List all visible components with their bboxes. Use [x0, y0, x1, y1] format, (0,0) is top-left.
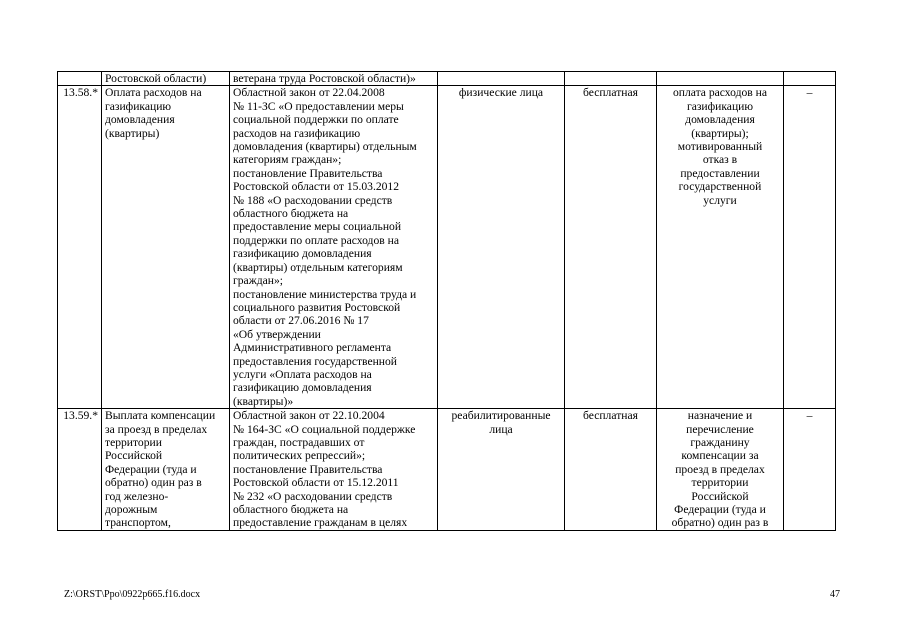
- text-line: Административного регламента: [233, 341, 392, 355]
- text-line: компенсации за: [681, 449, 759, 463]
- text-line: Ростовской области от 15.12.2011: [233, 476, 399, 490]
- text-line: оплата расходов на: [672, 86, 768, 100]
- text-line: социального развития Ростовской: [233, 300, 401, 314]
- text-line: газификацию: [686, 99, 754, 113]
- cell-cost: [565, 72, 657, 86]
- text-line: № 188 «О расходовании средств: [233, 193, 393, 207]
- text-line: предоставление гражданам в целях: [233, 516, 408, 530]
- table-row: [58, 86, 836, 409]
- cell-extra: –: [784, 86, 836, 409]
- text-line: назначение и: [687, 409, 753, 423]
- text-line: поддержки по оплате расходов на: [233, 233, 399, 247]
- text-line: граждан»;: [233, 274, 283, 288]
- cell-result: [657, 409, 784, 531]
- text-line: территории: [691, 476, 749, 490]
- text-line: домовладения: [685, 113, 755, 127]
- cell-number: 13.58.*: [58, 86, 102, 409]
- text-line: обратно) один раз в: [671, 516, 769, 530]
- cell-cost: бесплатная: [565, 409, 657, 531]
- text-line: категориям граждан»;: [233, 153, 342, 167]
- cell-extra: –: [784, 409, 836, 531]
- text-line: социальной поддержки по оплате: [233, 113, 399, 127]
- text-line: Выплата компенсации: [105, 409, 216, 423]
- cell-legal-basis: ветерана труда Ростовской области)»: [230, 72, 438, 86]
- text-line: дорожным: [105, 503, 158, 516]
- cell-number: [58, 72, 102, 86]
- text-line: реабилитированные: [451, 409, 551, 423]
- text-line: «Об утверждении: [233, 327, 321, 341]
- text-line: (квартиры): [105, 126, 160, 140]
- text-line: предоставлении: [680, 166, 760, 180]
- text-line: постановление министерства труда и: [233, 287, 417, 301]
- text-line: газификацию домовладения: [233, 381, 372, 395]
- text-line: мотивированный: [677, 140, 763, 154]
- text-line: Оплата расходов на: [105, 86, 202, 100]
- text-line: предоставление меры социальной: [233, 220, 402, 234]
- text-line: услуги «Оплата расходов на: [233, 367, 372, 381]
- text-line: транспортом,: [105, 516, 171, 530]
- footer-page-number: 47: [830, 589, 840, 600]
- text-line: № 232 «О расходовании средств: [233, 489, 393, 503]
- cell-recipients: [438, 409, 565, 531]
- services-table: [57, 71, 836, 531]
- text-line: обратно) один раз в: [105, 476, 202, 490]
- text-line: расходов на газификацию: [233, 126, 361, 140]
- text-line: территории: [105, 435, 162, 449]
- text-line: Федерации (туда и: [105, 462, 197, 476]
- text-line: Областной закон от 22.10.2004: [233, 409, 385, 423]
- text-line: № 164-ЗС «О социальной поддержке: [233, 422, 416, 436]
- footer-file-path: Z:\ORST\Ppo\0922p665.f16.docx: [64, 589, 201, 600]
- text-line: (квартиры)»: [233, 394, 294, 408]
- text-line: лица: [489, 422, 513, 436]
- text-line: политических репрессий»;: [233, 449, 366, 463]
- cell-extra: [784, 72, 836, 86]
- text-line: проезд в пределах: [675, 462, 765, 476]
- table-row-continuation: [58, 72, 836, 86]
- text-line: домовладения: [105, 113, 175, 127]
- text-line: Российской: [691, 489, 749, 503]
- text-line: области от 27.06.2016 № 17: [233, 314, 369, 328]
- text-line: граждан, пострадавших от: [233, 435, 365, 449]
- text-line: перечисление: [686, 422, 754, 436]
- text-line: постановление Правительства: [233, 462, 383, 476]
- text-line: гражданину: [690, 435, 750, 449]
- text-line: Областной закон от 22.04.2008: [233, 86, 385, 100]
- text-line: № 11-ЗС «О предоставлении меры: [233, 99, 404, 113]
- text-line: газификацию: [105, 99, 172, 113]
- text-line: физические лица: [458, 86, 544, 100]
- text-line: (квартиры) отдельным категориям: [233, 260, 403, 274]
- text-line: предоставления государственной: [233, 354, 397, 368]
- cell-result: [657, 86, 784, 409]
- text-line: газификацию домовладения: [233, 247, 372, 261]
- text-line: отказ в: [702, 153, 738, 167]
- cell-service-name: Ростовской области): [102, 72, 230, 86]
- text-line: Ростовской области от 15.03.2012: [233, 180, 400, 194]
- cell-legal-basis: [230, 409, 438, 531]
- text-line: Федерации (туда и: [674, 503, 766, 516]
- text-line: постановление Правительства: [233, 166, 383, 180]
- text-line: домовладения (квартиры) отдельным: [233, 140, 417, 154]
- cell-number: 13.59.*: [58, 409, 102, 531]
- cell-service-name: [102, 409, 230, 531]
- cell-service-name: [102, 86, 230, 409]
- text-line: областного бюджета на: [233, 503, 349, 516]
- cell-legal-basis: [230, 86, 438, 409]
- text-line: государственной: [678, 180, 762, 194]
- table-row: [58, 409, 836, 531]
- text-line: (квартиры);: [691, 126, 749, 140]
- text-line: услуги: [703, 193, 737, 207]
- cell-recipients: [438, 86, 565, 409]
- text-line: год железно-: [105, 489, 169, 503]
- cell-cost: бесплатная: [565, 86, 657, 409]
- cell-recipients: [438, 72, 565, 86]
- cell-result: [657, 72, 784, 86]
- text-line: областного бюджета на: [233, 207, 349, 221]
- text-line: за проезд в пределах: [105, 422, 208, 436]
- text-line: Российской: [105, 449, 163, 463]
